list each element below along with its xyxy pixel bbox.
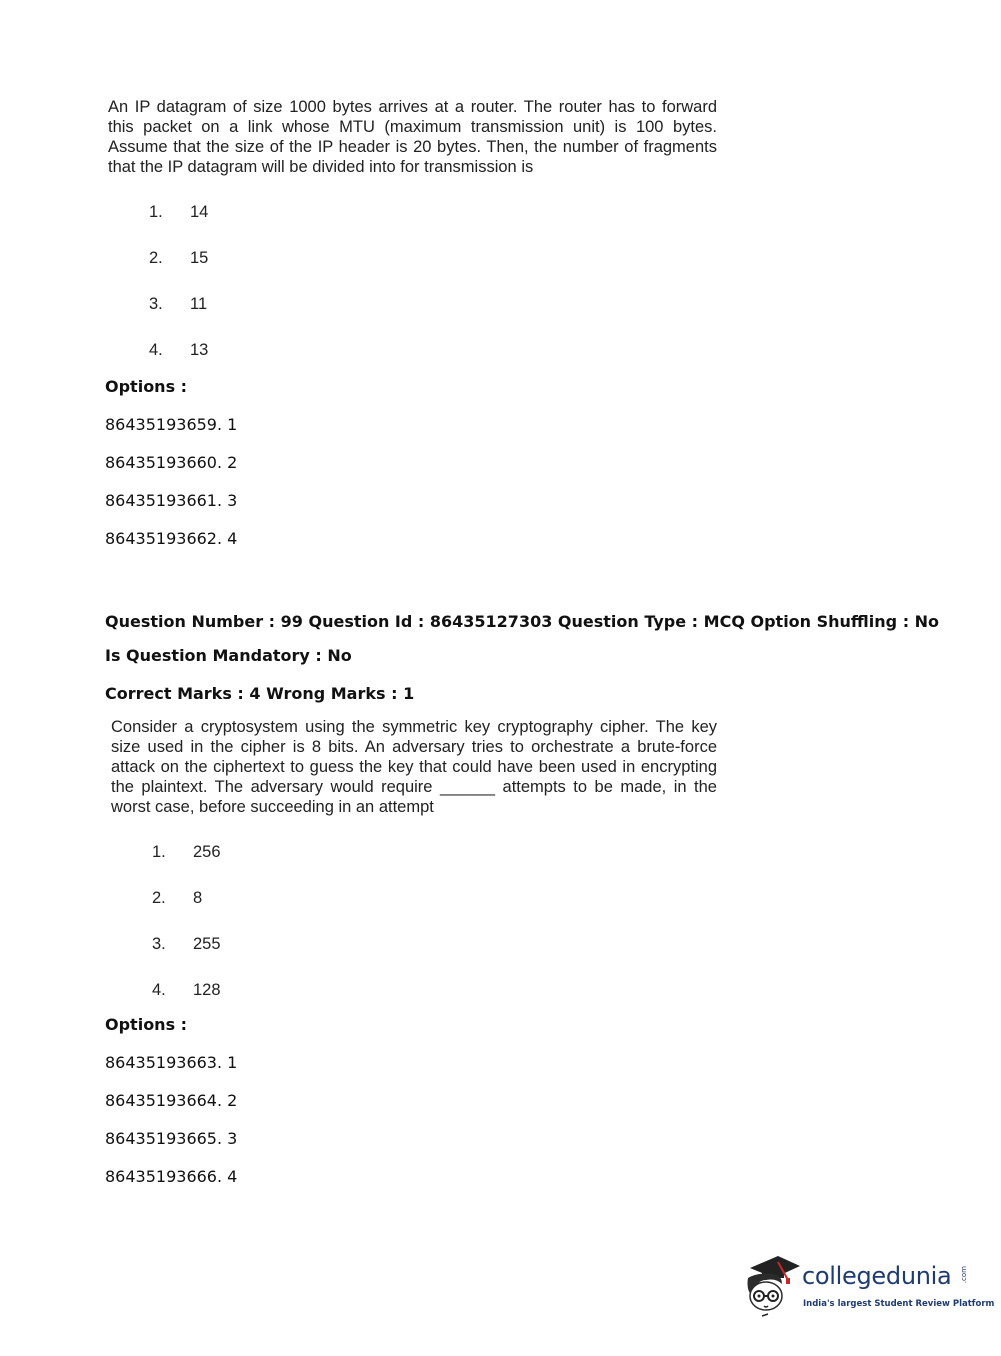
choice-value: 256 xyxy=(193,843,221,861)
question-text-line: attack on the ciphertext to guess the key that could have been used in encrypting xyxy=(111,758,717,776)
mascot-icon xyxy=(742,1250,804,1320)
logo-tagline: India's largest Student Review Platform xyxy=(803,1299,995,1309)
question-header: Question Number : 99 Question Id : 86435127303 Question Type : MCQ Option Shuffling : No xyxy=(105,612,940,631)
choice-value: 11 xyxy=(190,295,208,313)
choice-number: 4. xyxy=(152,981,166,999)
choice-number: 1. xyxy=(149,203,163,221)
choice-value: 8 xyxy=(193,889,203,907)
options-label: Options : xyxy=(105,1015,188,1034)
options-label: Options : xyxy=(105,377,188,396)
question-mandatory: Is Question Mandatory : No xyxy=(105,646,352,665)
logo-wordmark: collegedunia xyxy=(802,1262,952,1290)
logo-suffix: .com xyxy=(960,1266,968,1284)
question-text-line: Consider a cryptosystem using the symmetric key cryptography cipher. The key xyxy=(111,718,717,736)
choice-number: 2. xyxy=(149,249,163,267)
question-text-line: that the IP datagram will be divided into for transmission is xyxy=(108,158,534,176)
question-marks: Correct Marks : 4 Wrong Marks : 1 xyxy=(105,684,415,703)
choice-value: 128 xyxy=(193,981,221,999)
choice-value: 13 xyxy=(190,341,209,359)
option-id: 86435193663. 1 xyxy=(105,1053,238,1072)
question-text-line: worst case, before succeeding in an attempt xyxy=(111,798,434,816)
question-text-line: An IP datagram of size 1000 bytes arrives at a router. The router has to forward xyxy=(108,98,717,116)
question-text-line: size used in the cipher is 8 bits. An adversary tries to orchestrate a brute-force xyxy=(111,738,717,756)
choice-number: 3. xyxy=(152,935,166,953)
question-99-text xyxy=(111,717,717,817)
option-id: 86435193660. 2 xyxy=(105,453,238,472)
choice-value: 255 xyxy=(193,935,221,953)
question-text-line: this packet on a link whose MTU (maximum transmission unit) is 100 bytes. xyxy=(108,118,717,136)
option-id: 86435193659. 1 xyxy=(105,415,238,434)
option-id: 86435193666. 4 xyxy=(105,1167,238,1186)
option-id: 86435193661. 3 xyxy=(105,491,238,510)
option-id: 86435193665. 3 xyxy=(105,1129,238,1148)
collegedunia-logo xyxy=(742,1250,995,1320)
question-text-line: Assume that the size of the IP header is 20 bytes. Then, the number of fragments xyxy=(108,138,717,156)
choice-number: 1. xyxy=(152,843,166,861)
choice-number: 3. xyxy=(149,295,163,313)
question-text-line: the plaintext. The adversary would require ______ attempts to be made, in the xyxy=(111,778,717,796)
option-id: 86435193664. 2 xyxy=(105,1091,238,1110)
question-98-text xyxy=(108,97,717,177)
choice-number: 2. xyxy=(152,889,166,907)
choice-value: 14 xyxy=(190,203,209,221)
choice-number: 4. xyxy=(149,341,163,359)
option-id: 86435193662. 4 xyxy=(105,529,238,548)
choice-value: 15 xyxy=(190,249,209,267)
